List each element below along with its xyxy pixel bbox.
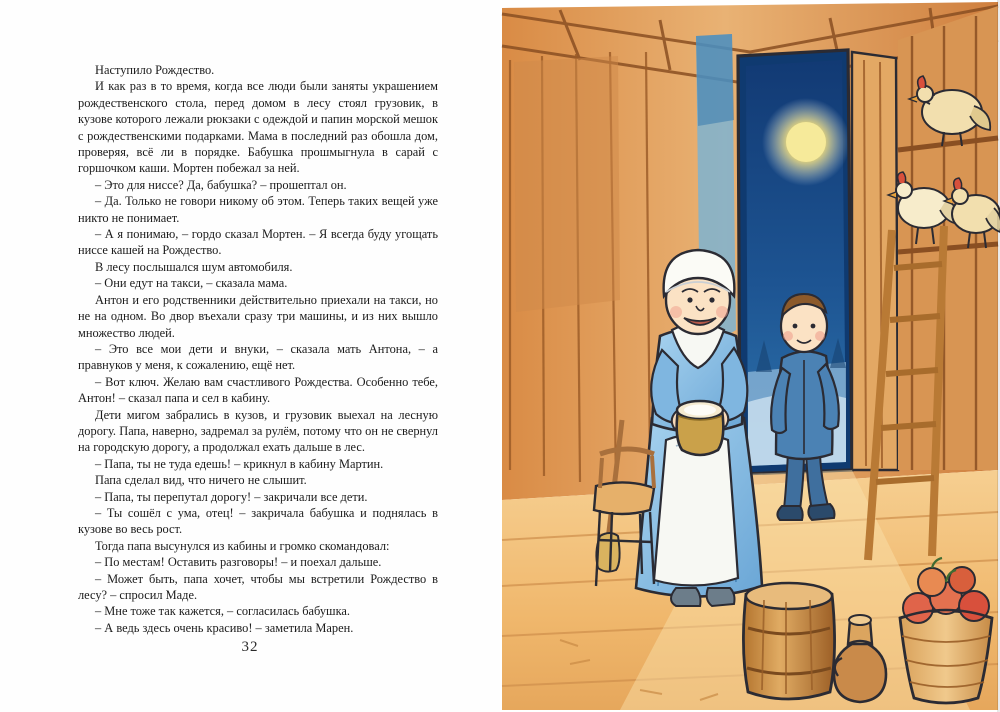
paragraph: Дети мигом забрались в кузов, и грузовик выехал на лесную дорогу. Папа, наверно, задремал за рулём, потому что он не свернул на городскую дорогу, а продолжал ехать дальше в лес.	[78, 407, 438, 455]
paragraph: – Ты сошёл с ума, отец! – закричала бабушка и поднялась в кузове во весь рост.	[78, 505, 438, 537]
paragraph: Папа сделал вид, что ничего не слышит.	[95, 473, 307, 488]
right-illustration-page	[500, 0, 1000, 712]
paragraph: – Они едут на такси, – сказала мама.	[95, 276, 288, 291]
page-number: 32	[241, 639, 259, 655]
paragraph: – Папа, ты не туда едешь! – крикнул в кабину Мартин.	[95, 456, 384, 471]
body-text	[78, 62, 438, 636]
illustration	[500, 0, 1000, 712]
paragraph: – Может быть, папа хочет, чтобы мы встретили Рождество в лесу? – спросил Маде.	[78, 571, 438, 602]
paragraph: – Это для ниссе? Да, бабушка? – прошептал он.	[95, 177, 347, 192]
right-wall	[898, 6, 998, 470]
paragraph: – По местам! Оставить разговоры! – и поехал дальше.	[95, 555, 382, 570]
paragraph: Наступило Рождество.	[95, 63, 215, 77]
paragraph: И как раз в то время, когда все люди были заняты украшением рождественского стола, перед домом в лесу стоял грузовик, в кузове которого лежали рюкзаки с одеждой и папин морской мешок с рождественскими подарками. Мама в последний раз обошла дом, проверяя, всё ли в порядке. Бабушка прошмыгнула в сарай с горшочком каши. Мортен побежал за ней.	[78, 79, 438, 176]
paragraph: – А я понимаю, – гордо сказал Мортен. – Я всегда буду угощать ниссе кашей на Рождество.	[78, 227, 438, 258]
paragraph: – А ведь здесь очень красиво! – заметила Марен.	[95, 620, 354, 635]
paragraph: – Папа, ты перепутал дорогу! – закричали все дети.	[95, 489, 368, 504]
paragraph: Антон и его родственники действительно приехали на такси, но не на одном. Во двор въехали сразу три машины, и из них вышло множество людей.	[78, 292, 438, 340]
paragraph: В лесу послышался шум автомобиля.	[95, 259, 293, 274]
paragraph: – Мне тоже так кажется, – согласилась бабушка.	[95, 604, 351, 619]
porridge-pot	[677, 401, 724, 455]
moon	[762, 98, 850, 186]
paragraph: – Вот ключ. Желаю вам счастливого Рождества. Особенно тебе, Антон! – сказал папа и сел в кабину.	[78, 374, 438, 406]
paragraph: – Это все мои дети и внуки, – сказала мать Антона, – а правнуков у меня, к сожалению, ещё нет.	[78, 341, 438, 373]
illustration-svg	[500, 0, 1000, 712]
paragraph: – Да. Только не говори никому об этом. Теперь таких вещей уже никто не понимает.	[78, 194, 438, 225]
wooden-barrel	[743, 583, 834, 699]
paragraph: Тогда папа высунулся из кабины и громко скомандовал:	[95, 538, 390, 553]
